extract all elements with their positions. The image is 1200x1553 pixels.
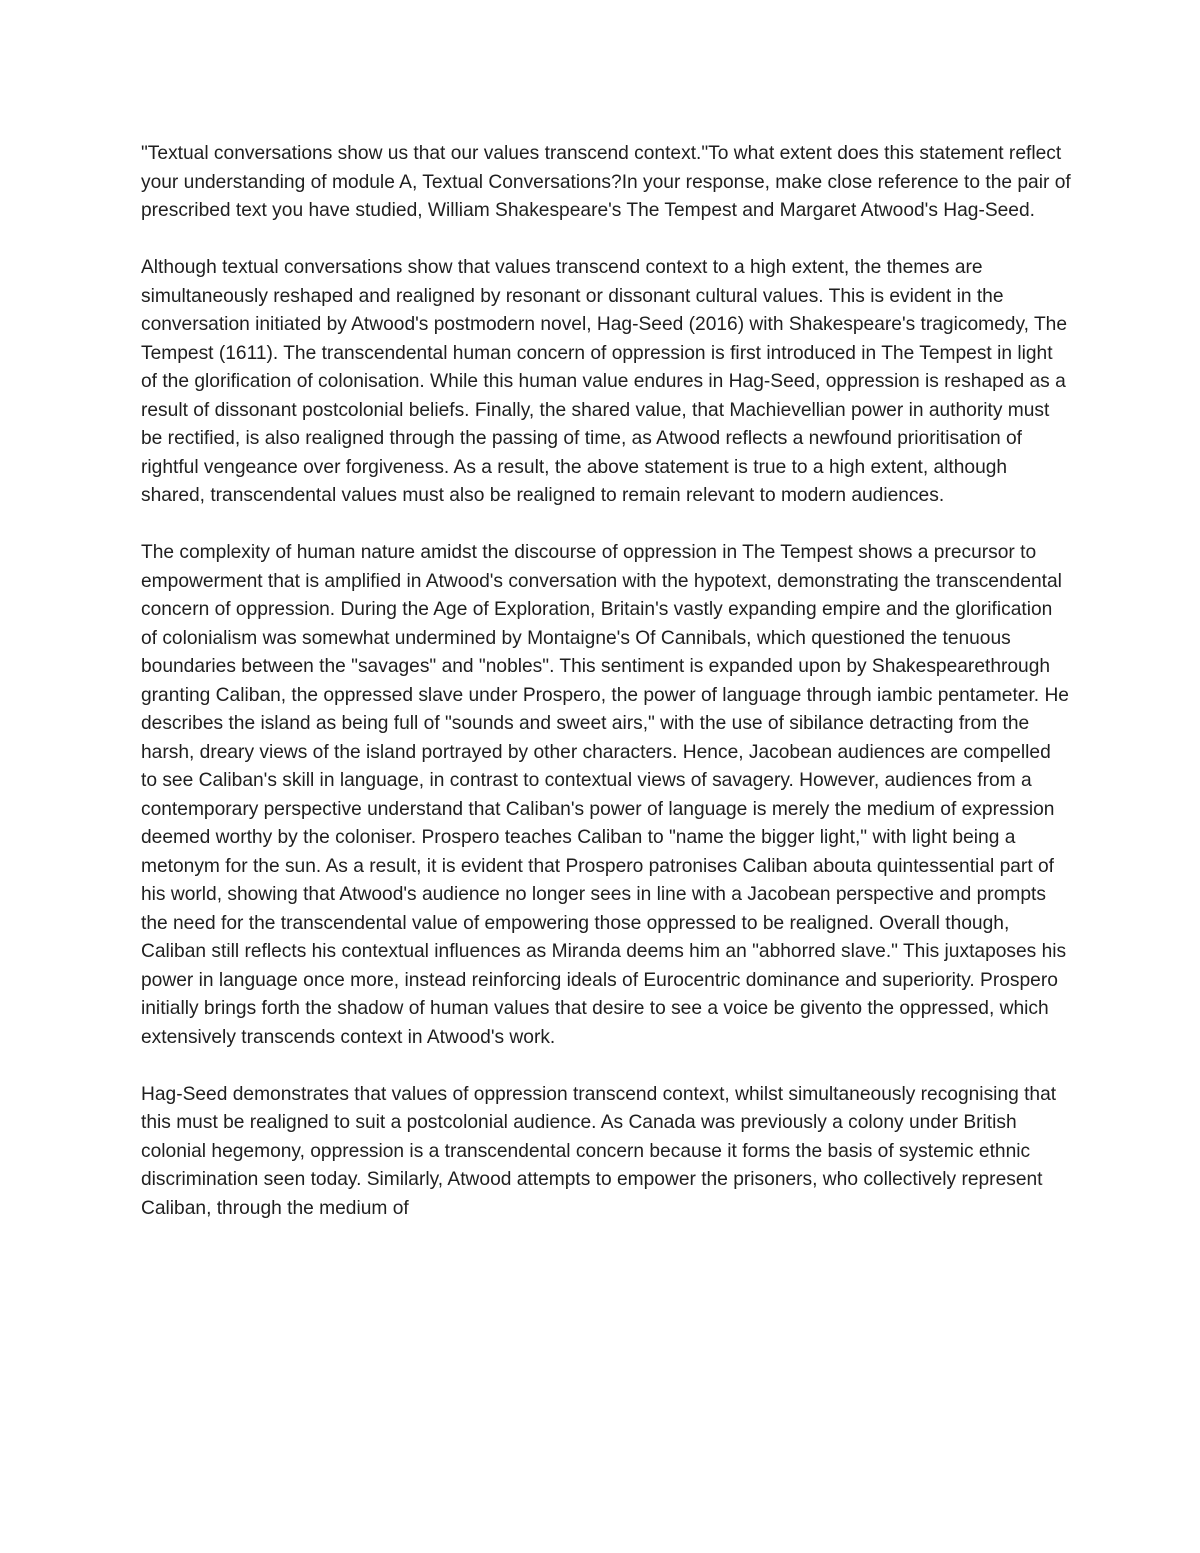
body-paragraph-tempest: The complexity of human nature amidst the discourse of oppression in The Tempest shows a precursor to empowerment that is amplified in Atwood's conversation with the hypotext, demonstrating the transcendental concern of oppression. During the Age of Exploration, Britain's vastly expanding empire and the glorification of colonialism was somewhat undermined by Montaigne's Of Cannibals, which questioned the tenuous boundaries between the "savages" and "nobles". This sentiment is expanded upon by Shakespearethrough granting Caliban, the oppressed slave under Prospero, the power of language through iambic pentameter. He describes the island as being full of "sounds and sweet airs," with the use of sibilance detracting from the harsh, dreary views of the island portrayed by other characters. Hence, Jacobean audiences are compelled to see Caliban's skill in language, in contrast to contextual views of savagery. However, audiences from a contemporary perspective understand that Caliban's power of language is merely the medium of expression deemed worthy by the coloniser. Prospero teaches Caliban to "name the bigger light," with light being a metonym for the sun. As a result, it is evident that Prospero patronises Caliban abouta quintessential part of his world, showing that Atwood's audience no longer sees in line with a Jacobean perspective and prompts the need for the transcendental value of empowering those oppressed to be realigned. Overall though, Caliban still reflects his contextual influences as Miranda deems him an "abhorred slave." This juxtaposes his power in language once more, instead reinforcing ideals of Eurocentric dominance and superiority. Prospero initially brings forth the shadow of human values that desire to see a voice be givento the oppressed, which extensively transcends context in Atwood's work.: [141, 542, 1069, 1048]
introduction-paragraph: Although textual conversations show that values transcend context to a high extent, the themes are simultaneously reshaped and realigned by resonant or dissonant cultural values. This is evident in the conversation initiated by Atwood's postmodern novel, Hag-Seed (2016) with Shakespeare's tragicomedy, The Tempest (1611). The transcendental human concern of oppression is first introduced in The Tempest in light of the glorification of colonisation. While this human value endures in Hag-Seed, oppression is reshaped as a result of dissonant postcolonial beliefs. Finally, the shared value, that Machievellian power in authority must be rectified, is also realigned through the passing of time, as Atwood reflects a newfound prioritisation of rightful vengeance over forgiveness. As a result, the above statement is true to a high extent, although shared, transcendental values must also be realigned to remain relevant to modern audiences.: [141, 257, 1068, 506]
document-page: [141, 140, 1071, 1252]
essay-question-paragraph: "Textual conversations show us that our values transcend context."To what extent does this statement reflect your understanding of module A, Textual Conversations?In your response, make close reference to the pair of prescribed text you have studied, William Shakespeare's The Tempest and Margaret Atwood's Hag-Seed.: [141, 143, 1071, 221]
body-paragraph-hag-seed: Hag-Seed demonstrates that values of oppression transcend context, whilst simultaneously recognising that this must be realigned to suit a postcolonial audience. As Canada was previously a colony under British colonial hegemony, oppression is a transcendental concern because it forms the basis of systemic ethnic discrimination seen today. Similarly, Atwood attempts to empower the prisoners, who collectively represent Caliban, through the medium of: [141, 1083, 1057, 1219]
